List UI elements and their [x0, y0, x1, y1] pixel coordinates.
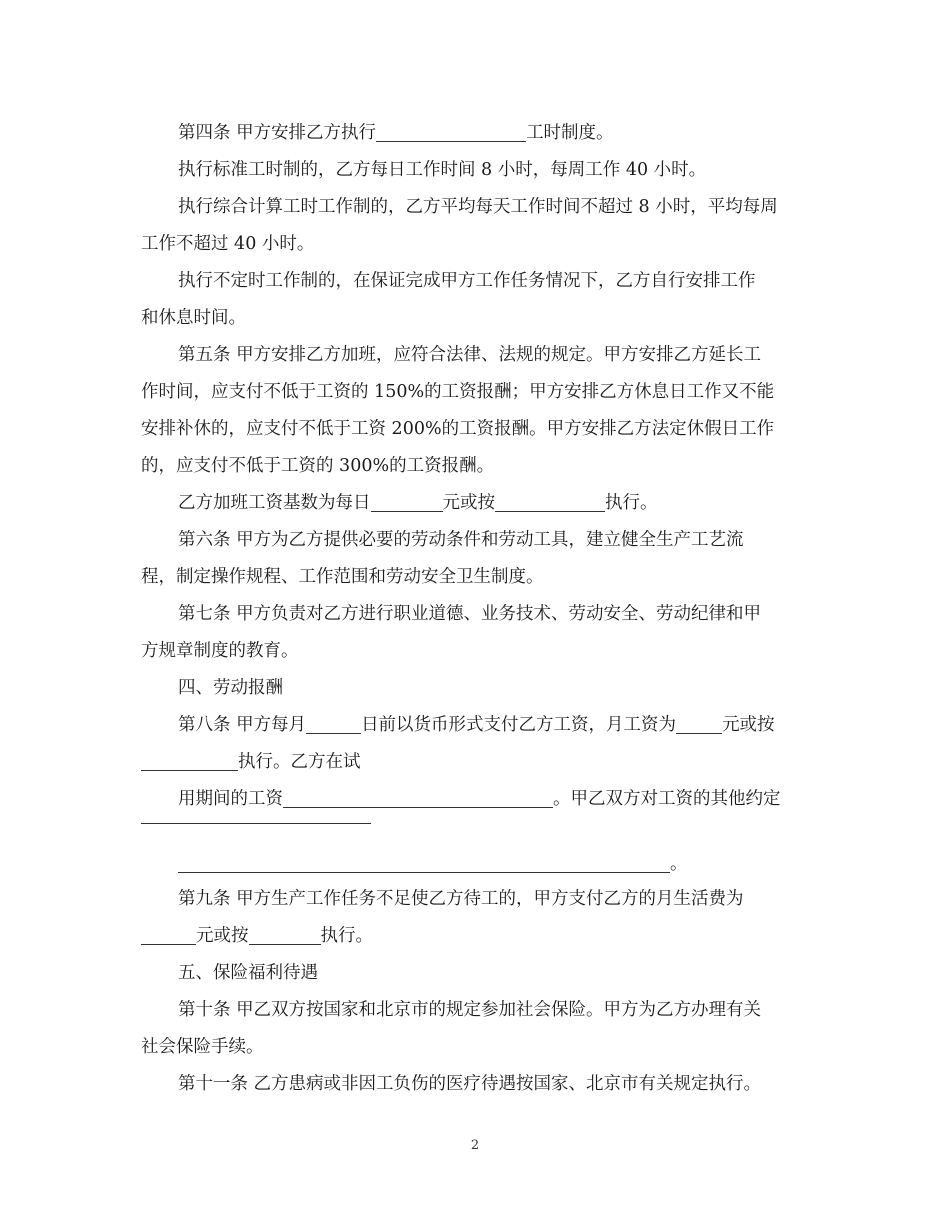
article-5-line-1: 第五条 甲方安排乙方加班，应符合法律、法规的规定。甲方安排乙方延长工 — [178, 345, 762, 365]
article-6-line-2: 程，制定操作规程、工作范围和劳动安全卫生制度。 — [141, 567, 544, 587]
probation-wage-line — [178, 785, 781, 810]
fill-blank-overtime-basis — [495, 493, 605, 512]
article-5-line-2: 作时间，应支付不低于工资的 150%的工资报酬；甲方安排乙方休息日工作又不能 — [141, 382, 775, 402]
probation-wage-text-end: 。甲乙双方对工资的其他约定 — [553, 789, 781, 809]
flexible-hours-line-1: 执行不定时工作制的，在保证完成甲方工作任务情况下，乙方自行安排工作 — [178, 271, 756, 291]
fill-blank-living-allowance — [141, 926, 196, 945]
article-10-line-1: 第十条 甲乙双方按国家和北京市的规定参加社会保险。甲方为乙方办理有关 — [178, 1000, 762, 1020]
article-8-text-mid: 日前以货币形式支付乙方工资，月工资为 — [361, 715, 677, 735]
article-5-line-4: 的，应支付不低于工资的 300%的工资报酬。 — [141, 456, 495, 476]
fill-blank-monthly-wage — [676, 715, 722, 734]
other-wage-terms-end: 。 — [670, 854, 688, 874]
article-5-line-3: 安排补休的，应支付不低于工资 200%的工资报酬。甲方安排乙方法定休假日工作 — [141, 419, 775, 439]
overtime-base-text-mid: 元或按 — [442, 493, 495, 513]
section-5-heading: 五、保险福利待遇 — [178, 963, 318, 983]
page-number: 2 — [470, 1138, 480, 1153]
fill-blank-pay-day — [306, 715, 361, 734]
overtime-base-text-end: 执行。 — [605, 493, 658, 513]
article-9-line-1: 第九条 甲方生产工作任务不足使乙方待工的，甲方支付乙方的月生活费为 — [178, 889, 744, 909]
fill-blank-probation-wage — [283, 789, 553, 808]
article-10-line-2: 社会保险手续。 — [141, 1037, 264, 1057]
fill-blank-daily-amount — [371, 493, 443, 512]
article-8-text-end: 元或按 — [722, 715, 775, 735]
comprehensive-hours-line-2: 工作不超过 40 小时。 — [141, 234, 315, 254]
article-4-text: 第四条 甲方安排乙方执行 — [178, 123, 377, 143]
article-4-line — [178, 119, 614, 144]
article-8-line-1 — [178, 711, 775, 736]
flexible-hours-line-2: 和休息时间。 — [141, 308, 246, 328]
article-8-line-2 — [141, 748, 361, 773]
comprehensive-hours-line-1: 执行综合计算工时工作制的，乙方平均每天工作时间不超过 8 小时，平均每周 — [178, 197, 778, 217]
fill-blank-allowance-basis — [249, 926, 321, 945]
other-wage-terms-line — [178, 850, 688, 875]
article-6-line-1: 第六条 甲方为乙方提供必要的劳动条件和劳动工具，建立健全生产工艺流 — [178, 530, 744, 550]
article-7-line-1: 第七条 甲方负责对乙方进行职业道德、业务技术、劳动安全、劳动纪律和甲 — [178, 604, 762, 624]
article-4-text-end: 工时制度。 — [526, 123, 614, 143]
standard-hours-line: 执行标准工时制的，乙方每日工作时间 8 小时，每周工作 40 小时。 — [178, 160, 707, 180]
article-7-line-2: 方规章制度的教育。 — [141, 641, 299, 661]
fill-blank-work-hour-system — [376, 123, 526, 142]
overtime-base-line — [178, 489, 658, 514]
article-8-line-2-text: 执行。乙方在试 — [238, 752, 361, 772]
fill-blank-wage-basis — [141, 752, 238, 771]
article-9-line-2 — [141, 922, 373, 947]
fill-blank-other-wage-terms-2 — [178, 854, 670, 873]
fill-blank-other-wage-terms-1 — [141, 823, 371, 824]
probation-wage-text: 用期间的工资 — [178, 789, 283, 809]
article-8-text: 第八条 甲方每月 — [178, 715, 307, 735]
article-9-text-mid: 元或按 — [196, 926, 249, 946]
article-11-line: 第十一条 乙方患病或非因工负伤的医疗待遇按国家、北京市有关规定执行。 — [178, 1074, 762, 1094]
overtime-base-text: 乙方加班工资基数为每日 — [178, 493, 371, 513]
article-9-text-end: 执行。 — [320, 926, 373, 946]
section-4-heading: 四、劳动报酬 — [178, 678, 283, 698]
